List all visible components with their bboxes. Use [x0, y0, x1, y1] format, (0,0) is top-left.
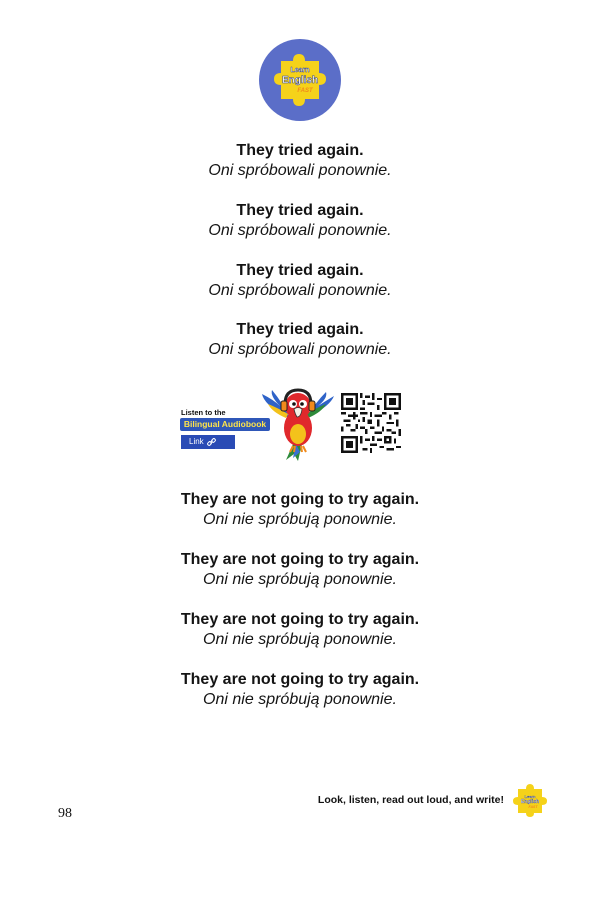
english-sentence: They are not going to try again.	[180, 551, 420, 568]
polish-translation: Oni spróbowali ponownie.	[208, 222, 392, 239]
audiobook-banner	[178, 384, 408, 462]
sentence-pair	[0, 320, 600, 360]
link-label: Link	[189, 437, 204, 446]
logo-text-english: English	[281, 75, 319, 86]
audiobook-link-button[interactable]	[181, 435, 235, 449]
svg-text:English: English	[520, 799, 540, 805]
sentence-pair	[0, 141, 600, 181]
audiobook-text-block	[178, 384, 270, 462]
bilingual-audiobook-label: Bilingual Audiobook	[180, 418, 270, 431]
listen-label: Listen to the	[181, 408, 226, 417]
svg-text:Learn: Learn	[524, 794, 536, 799]
english-sentence: They tried again.	[236, 262, 364, 279]
sentence-pair	[0, 261, 600, 301]
sentence-pair	[0, 670, 600, 710]
sentence-pair	[0, 201, 600, 241]
chain-link-icon	[207, 438, 216, 446]
footer-puzzle-logo-icon	[512, 783, 548, 817]
english-sentence: They tried again.	[236, 321, 364, 338]
polish-translation: Oni spróbowali ponownie.	[208, 162, 392, 179]
qr-code-icon[interactable]	[341, 393, 401, 453]
polish-translation: Oni nie spróbują ponownie.	[203, 571, 397, 588]
english-sentence: They tried again.	[236, 142, 364, 159]
english-sentence: They tried again.	[236, 202, 364, 219]
learn-english-fast-logo	[259, 39, 341, 121]
svg-text:FAST: FAST	[528, 805, 538, 809]
sentence-pair	[0, 490, 600, 530]
page-number: 98	[58, 806, 72, 821]
parrot-mascot-icon	[260, 384, 336, 462]
english-sentence: They are not going to try again.	[180, 671, 420, 688]
polish-translation: Oni nie spróbują ponownie.	[203, 511, 397, 528]
polish-translation: Oni nie spróbują ponownie.	[203, 631, 397, 648]
logo-text-learn: Learn	[290, 67, 310, 74]
sentence-pair	[0, 550, 600, 590]
polish-translation: Oni nie spróbują ponownie.	[203, 691, 397, 708]
footer-tagline: Look, listen, read out loud, and write!	[317, 794, 504, 806]
logo-text-fast: FAST	[297, 88, 313, 94]
polish-translation: Oni spróbowali ponownie.	[208, 282, 392, 299]
polish-translation: Oni spróbowali ponownie.	[208, 341, 392, 358]
english-sentence: They are not going to try again.	[180, 611, 420, 628]
english-sentence: They are not going to try again.	[180, 491, 420, 508]
sentence-pair	[0, 610, 600, 650]
